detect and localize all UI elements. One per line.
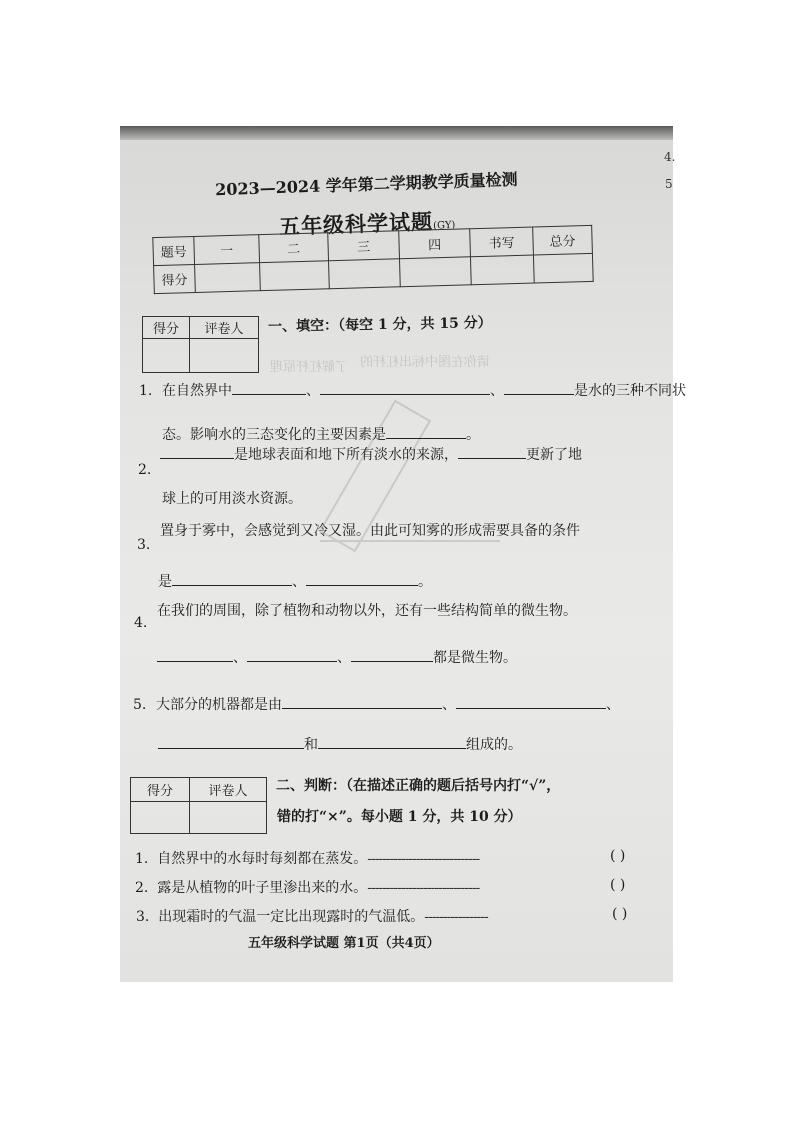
score-table-col: 三 xyxy=(328,231,400,261)
photo-shadow-edge xyxy=(120,126,673,140)
bleed-through-decoration: 请你在图中标出杠杆的 xyxy=(360,355,491,370)
score-cell[interactable] xyxy=(470,255,534,285)
score-table-row-label: 题号 xyxy=(153,236,195,265)
score-table-col: 二 xyxy=(259,233,329,263)
q1-sep: 。 xyxy=(466,427,480,443)
q5-sep: 、 xyxy=(442,697,456,713)
score-cell[interactable] xyxy=(195,263,261,293)
judge-q3 xyxy=(136,906,488,926)
q5-text: 组成的。 xyxy=(466,737,522,753)
score-cell[interactable] xyxy=(399,257,471,287)
edge-mark: 5 xyxy=(665,177,673,191)
q3-sep: 。 xyxy=(418,574,432,590)
section2-title: 二、判断： xyxy=(276,778,346,794)
q2-line1 xyxy=(160,444,582,464)
section1-title: 一、填空： xyxy=(267,317,339,335)
score-table-col: 四 xyxy=(399,229,471,259)
year-title: 2023—2024 学年第二学期教学质量检测 xyxy=(214,169,518,200)
grader-name-cell[interactable] xyxy=(190,339,259,373)
q3-blank-2[interactable] xyxy=(306,571,418,586)
q4-blank-2[interactable] xyxy=(247,647,337,662)
q1-text: 在自然界中 xyxy=(162,383,232,399)
q3-blank-1[interactable] xyxy=(172,571,292,586)
q5-blank-1[interactable] xyxy=(282,694,442,709)
score-cell[interactable] xyxy=(329,259,401,289)
judge-num: 1. xyxy=(135,851,149,867)
judge-num: 2. xyxy=(135,880,149,896)
q2-blank-1[interactable] xyxy=(160,444,234,459)
grader-score-cell[interactable] xyxy=(131,802,190,834)
section2-note-1: （在描述正确的题后括号内打“√”， xyxy=(346,778,561,794)
score-cell[interactable] xyxy=(260,261,330,291)
q1-line1 xyxy=(162,380,686,400)
q5-blank-2[interactable] xyxy=(456,694,606,709)
grader-box-2 xyxy=(130,777,267,834)
grader-name-label: 评卷人 xyxy=(190,317,259,339)
q1-blank-2[interactable] xyxy=(320,380,490,395)
score-cell[interactable] xyxy=(533,253,593,283)
q1-blank-1[interactable] xyxy=(232,380,306,395)
judge-text: 露是从植物的叶子里渗出来的水。 xyxy=(157,880,368,896)
q1-sep: 、 xyxy=(490,383,504,399)
score-table-col: 总分 xyxy=(533,225,593,255)
judge-dashes: ----------------- xyxy=(424,909,488,925)
q2-text: 更新了地 xyxy=(526,447,582,463)
judge-dashes: ------------------------------ xyxy=(367,851,480,867)
q5-blank-4[interactable] xyxy=(318,734,466,749)
q2-number: 2. xyxy=(138,462,152,478)
bleed-through-decoration: 了解杠杆原理 xyxy=(270,360,349,375)
section1-note: （每空 1 分，共 15 分） xyxy=(337,315,492,334)
score-table-col: 一 xyxy=(194,235,260,265)
exam-title-text: 五年级科学试题 xyxy=(278,208,434,240)
grader-box xyxy=(142,316,259,373)
q4-line2 xyxy=(157,647,517,667)
judge-q3-answer-bracket[interactable]: ( ) xyxy=(612,906,628,922)
q4-text: 都是微生物。 xyxy=(433,650,517,666)
q3-sep: 、 xyxy=(292,574,306,590)
section2-heading xyxy=(276,775,560,795)
score-table-col: 书写 xyxy=(470,227,534,257)
q5-sep: 、 xyxy=(606,697,620,713)
score-table-row-label: 得分 xyxy=(154,264,196,293)
edge-mark: 4. xyxy=(664,150,676,164)
q5-line1 xyxy=(156,694,620,714)
q5-text: 和 xyxy=(304,737,318,753)
section1-heading xyxy=(268,312,492,336)
q3-number: 3. xyxy=(137,537,151,553)
q2-line2: 球上的可用淡水资源。 xyxy=(162,491,302,507)
q2-blank-2[interactable] xyxy=(458,444,526,459)
q1-line2 xyxy=(162,424,480,444)
q1-sep: 、 xyxy=(306,383,320,399)
judge-text: 自然界中的水每时每刻都在蒸发。 xyxy=(157,851,368,867)
q5-text: 大部分的机器都是由 xyxy=(156,697,282,713)
q1-blank-4[interactable] xyxy=(386,424,466,439)
judge-q2-answer-bracket[interactable]: ( ) xyxy=(610,877,626,893)
q2-text: 是地球表面和地下所有淡水的来源， xyxy=(234,447,458,463)
q5-blank-3[interactable] xyxy=(158,734,304,749)
exam-code: (GY) xyxy=(432,219,456,232)
q3-line1: 置身于雾中，会感觉到又冷又湿。由此可知雾的形成需要具备的条件 xyxy=(160,523,580,539)
judge-q1-answer-bracket[interactable]: ( ) xyxy=(610,848,626,864)
section2-note-2: 错的打“×”。每小题 1 分，共 10 分） xyxy=(277,809,522,825)
q4-sep: 、 xyxy=(233,650,247,666)
grader-score-label: 得分 xyxy=(143,317,190,339)
q4-blank-3[interactable] xyxy=(351,647,433,662)
q1-number: 1. xyxy=(139,383,153,399)
q4-sep: 、 xyxy=(337,650,351,666)
q1-blank-3[interactable] xyxy=(504,380,574,395)
page-footer: 五年级科学试题 第1页（共4页） xyxy=(248,936,440,951)
q4-number: 4. xyxy=(134,615,148,631)
q5-number: 5. xyxy=(133,697,147,713)
q1-text: 态。影响水的三态变化的主要因素是 xyxy=(162,427,386,443)
judge-num: 3. xyxy=(136,909,150,925)
judge-q1 xyxy=(135,848,479,868)
judge-text: 出现霜时的气温一定比出现露时的气温低。 xyxy=(158,909,425,925)
grader-score-cell[interactable] xyxy=(143,339,190,373)
grader-name-label: 评卷人 xyxy=(190,778,267,802)
q1-text: 是水的三种不同状 xyxy=(574,383,686,399)
q5-line2 xyxy=(158,734,522,754)
q3-line2 xyxy=(158,571,432,591)
q3-text: 是 xyxy=(158,574,172,590)
judge-dashes: ------------------------------ xyxy=(367,880,480,896)
grader-score-label: 得分 xyxy=(131,778,190,802)
q4-line1: 在我们的周围，除了植物和动物以外，还有一些结构简单的微生物。 xyxy=(157,603,577,619)
grader-name-cell[interactable] xyxy=(190,802,267,834)
q4-blank-1[interactable] xyxy=(157,647,233,662)
judge-q2 xyxy=(135,877,479,897)
